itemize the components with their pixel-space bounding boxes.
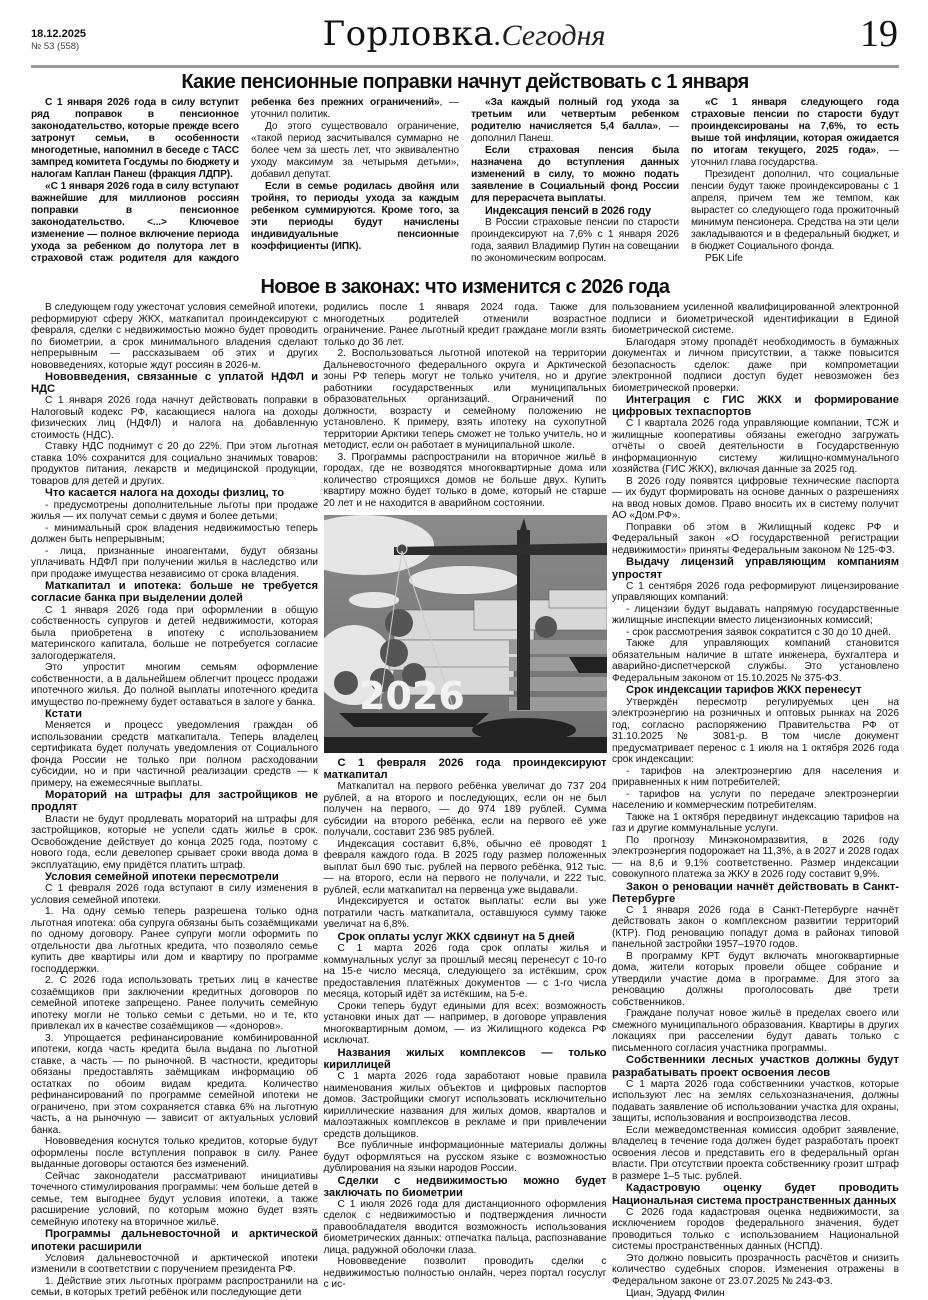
paragraph: С 2026 года кадастровая оценка недвижимости, за исключением городов федерального значения, будет проводиться только с использованием Национальной системы пространственных данных (НСПД). (612, 1206, 899, 1253)
issue-number: № 53 (558) (31, 41, 80, 52)
scales-illustration (324, 515, 607, 753)
subheading: Кадастровую оценку будет проводить Национальная система пространственных данных (612, 1182, 899, 1207)
subheading: С 1 февраля 2026 года проиндексируют маткапитал (323, 757, 607, 782)
subheading: Интеграция с ГИС ЖКХ и формирование цифровых техпаспортов (612, 394, 899, 419)
masthead-main: Горловка (322, 14, 495, 54)
paragraph: 1. Действие этих льготных программ распространили на семьи, в которых третий ребёнок или последующие дети (31, 1275, 318, 1299)
regular-text: Президент дополнил, что социальные пенсии будут также проиндексированы с 1 апреля, причем тем же темпом, как вырастет со следующего года прожиточный минимум пенсионера. Средства на эти цели закладываются и в федеральный бюджет, и в бюджет Социального фонда. (691, 169, 899, 252)
paragraph: - лица, признанные иноагентами, будут обязаны уплачивать НДФЛ при получении жилья в наследство или при продаже имущества независимо от срока владения. (31, 545, 318, 580)
bold-text: «С 1 января следующего года страховые пенсии по старости будут проиндексированы на 7,6%, то есть выше той инфляции, которая ожидается по итогам текущего, 2025 года» (691, 97, 899, 156)
paragraph-continued: пользованием усиленной квалифицированной электронной подписи и биометрической идентификации в Единой биометрической системе. (612, 302, 899, 336)
paragraph: В следующем году ужесточат условия семейной ипотеки, реформируют сферу ЖКХ, маткапитал проиндексируют с февраля, сделки с недвижимостью можно будет проводить по биометрии, а срок минимального владения сделают непрерывным — рассказываем об этих и других нововведениях, которые ждут россиян в 2026-м. (31, 302, 318, 371)
paragraph: С 1 февраля 2026 года вступают в силу изменения в условия семейной ипотеки. (31, 883, 318, 906)
article-source: Циан, Эдуард Филин (626, 1288, 725, 1300)
paragraph-continued: родились после 1 января 2024 года. Также для многодетных родителей отменили возрастное ограничение. Ранее льготный кредит граждане могли взять только до 36 лет. (323, 302, 607, 348)
subheading: Собственники лесных участков должны будут разрабатывать проект освоения лесов (612, 1054, 899, 1079)
paragraph: Граждане получат новое жильё в пределах своего или смежного муниципального образования. Квартиры в других локациях при расселении будут давать только с письменного согласия участника программы. (612, 1008, 899, 1054)
subheading: Нововведения, связанные с уплатой НДФЛ и НДС (31, 371, 318, 396)
regular-text: , — уточнил политик. (251, 97, 459, 120)
paragraph: Индексируется и остаток выплаты: если вы уже потратили часть маткапитала, оставшуюся сумму также увеличат на 6,8%. (323, 896, 607, 931)
paragraph: С 1 января 2026 года при оформлении в общую собственность супругов и детей недвижимости, которая была приобретена в ипотеку с использованием материнского капитала, больше не потребуется согласие залогодержателя. (31, 604, 318, 662)
paragraph: Индексация составит 6,8%, обычно её проводят 1 февраля каждого года. В 2025 году размер положенных выплат был 690 тыс. рублей на первого ребёнка, 912 тыс. — на второго, если на первого не получали, и 222 тыс. рублей, если маткапитал на первенца уже выдавали. (323, 838, 607, 896)
paragraph: 3. Программы распространили на вторичное жильё в городах, где не возводятся многоквартирные дома или количество строящихся домов не больше двух. Купить квартиру можно будет только в доме, который не старше 20 лет и не находится в аварийном состоянии. (323, 451, 607, 509)
subheading: Сделки с недвижимостью можно будет заключать по биометрии (323, 1174, 607, 1199)
subheading: Срок оплаты услуг ЖКХ сдвинут на 5 дней (337, 930, 575, 943)
image-text-2026: 2026 (358, 674, 465, 718)
paragraph: Также для управляющих компаний становится обязательным наличие в штате инженера, бухгалтера и аварийно-диспетчерской службы. Это установлено Федеральным законом от 15.10.2025 № 375-ФЗ. (612, 638, 899, 684)
paragraph: 2. С 2026 года использовать третьих лиц в качестве созаёмщиков при заключении кредитных договоров по семейной ипотеке запрещено. Ранее получить семейную ипотеку могли не только семьи с детьми, но и те, кто привлекал их в качестве созаёмщиков — «доноров». (31, 975, 318, 1033)
regular-text: В России страховые пенсии по старости проиндексируют на 7,6% с 1 января 2026 года, заявил Владимир Путин на совещании по экономическим вопросам. (471, 217, 679, 264)
paragraph: С 1 января 2026 года начнут действовать поправки в Налоговый кодекс РФ, касающиеся налога на доходы физических лиц (НДФЛ) и налога на добавленную стоимость (НДС). (31, 395, 318, 441)
paragraph: По прогнозу Минэкономразвития, в 2026 году электроэнергия подорожает на 11,3%, а в 2027 и 2028 годах — на 8,6 и 9,1% соответственно. Размер индексации совокупного платежа за ЖКУ в 2026 году составит 9,9%. (612, 834, 899, 881)
paragraph: Поправки об этом в Жилищный кодекс РФ и Федеральный закон «О государственной регистрации недвижимости» приняты Федеральным законом № 125-ФЗ. (612, 521, 899, 556)
paragraph: Нововведение позволит проводить сделки с недвижимостью полностью онлайн, через портал госуслуг с ис- (323, 1256, 607, 1291)
article2-column-1 (31, 302, 318, 1300)
subheading: Закон о реновации начнёт действовать в Санкт-Петербурге (612, 880, 899, 905)
subheading: Названия жилых комплексов — только кириллицей (323, 1046, 607, 1071)
paragraph (691, 169, 899, 253)
paragraph: - срок рассмотрения заявок сократится с 30 до 10 дней. (626, 626, 891, 638)
paragraph: Также на 1 октября передвинут индексацию тарифов на газ и другие коммунальные услуги. (612, 811, 899, 835)
paragraph (31, 97, 239, 181)
paragraph: В программу КРТ будут включать многоквартирные дома, жители которых провели общее собрание и утвердили участие дома в программе. Для этого за реновацию должны проголосовать две трети собственников. (612, 950, 899, 1008)
article2-title: Новое в законах: что изменится с 2026 года (260, 276, 670, 298)
subheading: Срок индексации тарифов ЖКХ перенесут (626, 684, 862, 697)
paragraph: С 1 января 2026 года в Санкт-Петербурге начнёт действовать закон о комплексном развитии территорий (КТР). Под реновацию попадут дома в районах типовой панельной застройки 1957–1970 годов. (612, 904, 899, 951)
paragraph (251, 181, 459, 253)
article2-column-2 (324, 302, 607, 1300)
subheading: Выдачу лицензий управляющим компаниям упростят (612, 556, 899, 581)
paragraph (471, 97, 679, 145)
paragraph: - тарифов на электроэнергию для населения и приравненных к ним потребителей; (612, 765, 899, 789)
article2-body (31, 302, 899, 1300)
paragraph (251, 121, 459, 181)
paragraph: Ставку НДС поднимут с 20 до 22%. При этом льготная ставка 10% сохранится для социально значимых товаров: продуктов питания, лекарств и медицинской продукции, товаров для детей и других. (31, 441, 318, 487)
paragraph: Сейчас законодатели рассматривают инициативы точечного стимулирования программы: чем больше детей в семье, тем выгоднее будут условия ипотеки, а также расширение условий, по которым можно будет взять семейную ипотеку на вторичное жильё. (31, 1170, 318, 1228)
paragraph: Маткапитал на первого ребёнка увеличат до 737 204 рублей, а на второго и последующих, если он не был получен на первого, — до 974 189 рублей. Сумма субсидии на второго ребёнка, если на первого её уже получали, составит 236 985 рублей. (323, 781, 607, 839)
paragraph: В 2026 году появятся цифровые технические паспорта — их будут формировать на основе данных о разрешениях на ввод новых домов. Право вносить их в систему получит АО «Дом.РФ». (612, 475, 899, 522)
newspaper-masthead (200, 14, 728, 54)
subheading: Что касается налога на доходы физлиц, то (45, 487, 285, 500)
paragraph: - лицензии будут выдавать напрямую государственные жилищные инспекции вместо лицензионных комиссий; (612, 603, 899, 627)
paragraph: 1. На одну семью теперь разрешена только одна льготная ипотека: оба супруга обязаны быть созаёмщиками по одному договору. Ранее супруги могли оформить по отдельности два льготных кредита, что позволяло семье купить две квартиры или дом и квартиру по программе господдержки. (31, 906, 318, 975)
paragraph: Если межведомственная комиссия одобрит заявление, владелец в течение года должен будет разработать проект освоения лесов и представить его в федеральный орган власти. При отсутствии проекта собственнику грозит штраф в размере 1–5 тыс. рублей. (612, 1124, 899, 1182)
paragraph: С 1 марта 2026 года собственники участков, которые используют лес на землях сельхозназначения, должны подавать заявление об использовании участка для охраны, защиты, использования и воспроизводства лесов. (612, 1078, 899, 1125)
paragraph: Условия дальневосточной и арктической ипотеки изменили в соответствии с поручением президента РФ. (31, 1252, 318, 1276)
bold-text: Если в семье родилась двойня или тройня, то периоды ухода за каждым ребенком суммируются. Кроме того, за эти периоды будут начислены индивидуальные пенсионные коэффициенты (ИПК). (251, 181, 459, 252)
masthead-sub: .Сегодня (494, 19, 606, 52)
bold-text: Если страховая пенсия была назначена до вступления данных изменений в силу, то можно подать заявление в Социальный фонд России для перерасчета выплаты (471, 145, 679, 204)
paragraph: - предусмотрены дополнительные льготы при продаже жилья — их получат семьи с двумя и более детьми; (31, 499, 318, 523)
paragraph: Это должно повысить прозрачность расчётов и снизить количество судебных споров. Изменения отражены в Федеральном законе от 23.07.2025 № 243-ФЗ. (612, 1252, 899, 1287)
issue-date: 18.12.2025 (31, 28, 87, 40)
subheading: Программы дальневосточной и арктической ипотеки расширили (31, 1228, 318, 1253)
paragraph: С I квартала 2026 года управляющие компании, ТСЖ и жилищные кооперативы обязаны ежегодно загружать отчёты о своей деятельности в Государственную информационную систему жилищно-коммунального хозяйства (ГИС ЖКХ), включая данные за 2025 год. (612, 418, 899, 476)
paragraph (471, 145, 679, 205)
regular-text: До этого существовало ограничение, «такой период засчитывался суммарно не более чем за шесть лет, что эквивалентно уходу максимум за четырьмя детьми», добавил депутат. (251, 121, 459, 180)
bold-text: С 1 января 2026 года в силу вступит ряд поправок в пенсионное законодательство, которые прежде всего затронут семьи, в особенности многодетные, напомнил в беседе с ТАСС зампред комитета Госдумы по бюджету и налогам Каплан Панеш (фракция ЛДПР). (31, 97, 239, 180)
paragraph (691, 97, 899, 169)
subheading: Мораторий на штрафы для застройщиков не продлят (31, 789, 318, 814)
paragraph: Меняется и процесс уведомления граждан об использовании средств маткапитала. Теперь владелец сертификата будет получать уведомления от Социального фонда России не только при полном расходовании субсидии, но и при частичной реализации средств — к примеру, на ежемесячные выплаты. (31, 720, 318, 789)
page-content (31, 70, 899, 1300)
page-number: 19 (860, 13, 898, 55)
subheading: Маткапитал и ипотека: больше не требуется согласие банка при выделении долей (31, 580, 318, 605)
article1-body (31, 97, 899, 265)
bold-text: «С 1 января 2026 года в силу вступают важнейшие для миллионов россиян поправки в пенсионное законодательство. <...> Ключевое изменение — полное включение периода ухода за ребенком до полутора лет в страховой стаж родителя для каждого ребенка без прежних ограничений» (31, 97, 440, 264)
paragraph: Это упростит многим семьям оформление собственности, а в дальнейшем облегчит процесс продажи ипотечного жилья. До полной выплаты ипотечного кредита имущество по-прежнему будет оставаться в залоге у банка. (31, 662, 318, 708)
paragraph: 2. Воспользоваться льготной ипотекой на территории Дальневосточного федерального округа и Арктической зоны РФ теперь могут не только учителя, но и другие работники государственных или муниципальных образовательных организаций. Ограничений по должности, возрасту и семейному положению не установлено. К примеру, взять ипотеку на сухопутной территории Арктики теперь сможет не только учитель, но и методист, если он работает в муниципальной школе. (323, 348, 607, 451)
article-source: РБК Life (705, 253, 743, 264)
paragraph: С 1 марта 2026 года заработают новые правила наименования жилых объектов и цифровых паспортов домов. Застройщики смогут использовать исключительно кириллические названия для жилых домов, кварталов и малоэтажных комплексов в рекламе и при привлечении средств дольщиков. (323, 1071, 607, 1140)
paragraph: Нововведения коснутся только кредитов, которые будут оформлены после вступления поправок в силу. Ранее выданные договоры остаются без изменений. (31, 1136, 318, 1171)
paragraph: С 1 марта 2026 года срок оплаты жилья и коммунальных услуг за прошлый месяц перенесут с 10-го на 15-е число месяца, следующего за истёкшим, срок предоставления платёжных документов — с 1-го числа месяца, который идёт за истёкшим, на 5-е. (323, 943, 607, 1001)
paragraph: Утверждён пересмотр регулируемых цен на электроэнергию на розничных и оптовых рынках на 2026 год, согласно распоряжению Правительства РФ от 31.10.2025 № 3081-р. В том числе документ предусматривает перенос с 1 июля на 1 октября 2026 года срок индексации: (612, 696, 899, 766)
bold-text: «За каждый полный год ухода за третьим или четвертым ребенком родителю начисляется 5,4 балла» (471, 97, 679, 132)
paragraph: 3. Упрощается рефинансирование комбинированной ипотеки, когда часть кредита была выдана по льготной ставке, а часть — по рыночной. В частности, кредиторы обязаны предоставлять заёмщикам информацию об остатках по обоим видам кредита. Количество рефинансирований по программе семейной ипотеки не ограничено, при этом сохраняется ставка 6% на льготную часть, а на рыночную — зависит от актуальных условий банка. (31, 1032, 318, 1136)
paragraph: - тарифов на услуги по передаче электроэнергии населению и коммерческим потребителям. (612, 788, 899, 812)
paragraph: С 1 сентября 2026 года реформируют лицензирование управляющих компаний: (612, 580, 899, 604)
subheading: Индексация пенсий в 2026 году (485, 205, 651, 217)
paragraph: Благодаря этому пропадёт необходимость в бумажных документах и личном присутствии, а также повысится безопасность сделок: даже при компрометации электронной подписи доступ будет невозможен без биометрической проверки. (612, 336, 899, 394)
regular-text: . (603, 193, 607, 204)
paragraph: Все публичные информационные материалы должны будут оформляться на русском языке с возможностью дублирования на языки народов России. (323, 1140, 607, 1175)
paragraph: Власти не будут продлевать мораторий на штрафы для застройщиков, которые не успели сдать жилье в срок. Освобождение действует до конца 2025 года, поэтому с нового года, если девелопер срывает сроки ввода дома в эксплуатацию, ему придётся платить штраф. (31, 813, 318, 871)
subheading: Условия семейной ипотеки пересмотрели (45, 871, 279, 884)
article2-column-3 (612, 302, 899, 1300)
header-divider (31, 65, 899, 68)
subheading: Кстати (45, 708, 82, 721)
paragraph (471, 217, 679, 265)
paragraph: С 1 июля 2026 года для дистанционного оформления сделок с недвижимостью и подтверждения личности правообладателя вводится возможность использования биометрических данных: отпечатка пальца, распознавание лица, радужной оболочки глаза. (323, 1198, 607, 1256)
regular-text: , — уточнил глава государства. (691, 145, 899, 168)
paragraph: Сроки теперь будут едиными для всех: возможность установки иных дат — например, в договоре управления многоквартирным домом, — из Жилищного кодекса РФ исключат. (323, 1000, 607, 1047)
article1-title: Какие пенсионные поправки начнут действовать с 1 января (181, 71, 749, 93)
paragraph: - минимальный срок владения недвижимостью теперь должен быть непрерывным; (31, 522, 318, 546)
regular-text: , — дополнил Панеш. (471, 121, 679, 144)
